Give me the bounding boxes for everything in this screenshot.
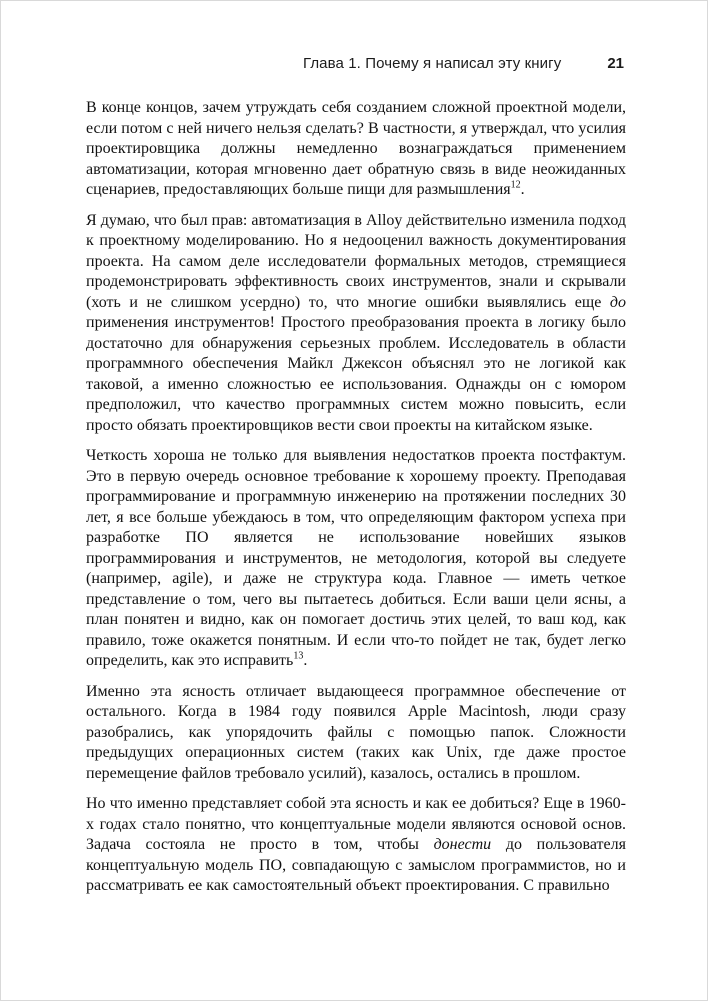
body-text: Я думаю, что был прав: автоматизация в Alloy действительно изменила подход к проектному моделированию. Но я недооценил важность документирования проекта. На самом деле исследователи формальных методов, стремящиеся продемонстрировать эффективность своих инструментов, знали и скрывали (хоть и не слишком усердно) то, что многие ошибки выявлялись еще — [86, 211, 626, 311]
paragraph — [86, 682, 626, 785]
body-text: применения инструментов! Простого преобразования проекта в логику было достаточно для обнаружения серьезных проблем. Исследователь в области программного обеспечения Майкл Джексон объяснял это не логикой как таковой, а именно сложностью ее использования. Однажды он с юмором предположил, что качество программных систем можно повысить, если просто обязать проектировщиков вести свои проекты на китайском языке. — [86, 314, 626, 434]
paragraph — [86, 211, 626, 437]
emphasized-text: донести — [433, 836, 492, 853]
body-text: В конце концов, зачем утруждать себя созданием сложной проектной модели, если потом с ней ничего нельзя сделать? В частности, я утверждал, что усилия проектировщика должны немедленно вознаграждаться применением автоматизации, которая мгновенно дает обратную связь в виде неожиданных сценариев, предоставляющих больше пищи для размышления — [86, 99, 626, 198]
body-text: Но что именно представляет собой эта ясность и как ее добиться? Еще в 1960-х годах стало понятно, что концептуальные модели являются основой основ. Задача состояла не просто в том, чтобы — [86, 795, 626, 853]
footnote-reference: 12 — [510, 179, 521, 191]
body-text: . — [303, 652, 308, 669]
paragraph — [86, 794, 626, 897]
emphasized-text: до — [609, 293, 626, 311]
paragraph — [86, 98, 626, 201]
chapter-title: Глава 1. Почему я написал эту книгу — [302, 55, 562, 72]
body-text: . — [520, 181, 525, 198]
body-text: Именно эта ясность отличает выдающееся программное обеспечение от остального. Когда в 1984 году появился Apple Macintosh, люди сразу разобрались, как упорядочить файлы с помощью папок. Сложности предыдущих операционных систем (таких как Unix, где даже простое перемещение файлов требовало усилий), казалось, остались в прошлом. — [86, 682, 626, 782]
body-text: до пользователя концептуальную модель ПО, совпадающую с замыслом программистов, но и рассматривать ее как самостоятельный объект проектирования. С правильно — [86, 836, 626, 894]
paragraph — [86, 446, 626, 672]
running-head — [86, 55, 624, 72]
body-text: Четкость хороша не только для выявления недостатков проекта постфактум. Это в первую очередь основное требование к хорошему проекту. Преподавая программирование и программную инженерию на протяжении последних 30 лет, я все больше убеждаюсь в том, что определяющим фактором успеха при разработке ПО является не использование новейших языков программирования и инструментов, не методология, которой вы следуете (например, agile), и даже не структура кода. Главное — иметь четкое представление о том, чего вы пытаетесь добиться. Если ваши цели ясны, а план понятен и видно, как он помогает достичь этих целей, то ваш код, как правило, тоже окажется понятным. И если что-то пойдет не так, будет легко определить, как это исправить — [86, 447, 626, 669]
page-number: 21 — [607, 55, 624, 72]
footnote-reference: 13 — [293, 650, 304, 662]
text-column — [86, 98, 626, 897]
